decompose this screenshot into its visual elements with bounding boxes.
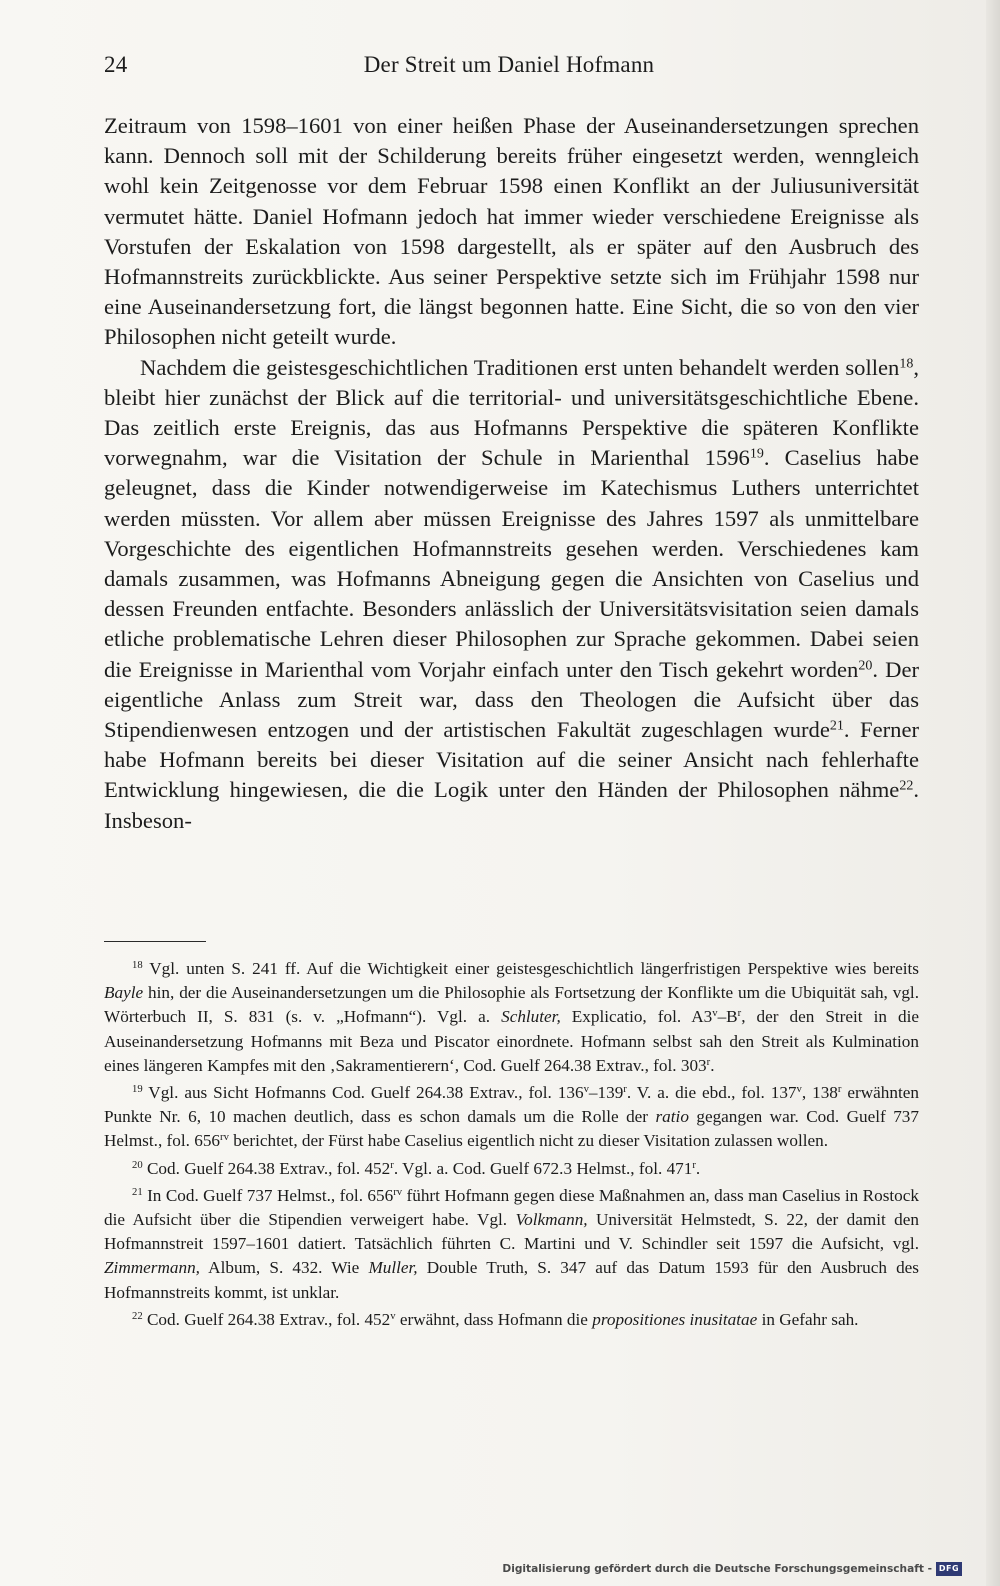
- footnote-ref-20[interactable]: 20: [858, 657, 873, 673]
- footnote-ref-21[interactable]: 21: [829, 718, 844, 734]
- footnote-ref-22[interactable]: 22: [899, 778, 914, 794]
- footnote-separator: [104, 941, 206, 942]
- footnote-ref-19[interactable]: 19: [749, 446, 764, 462]
- main-text: [104, 111, 919, 836]
- dfg-logo: DFG: [936, 1562, 962, 1576]
- footnote-18: $^{18}$ Vgl. unten S. 241 ff. Auf die Wichtigkeit einer geistesgeschichtlich längerfristigen Perspektive wies bereits Bayle hin, der die Auseinandersetzungen um die Philosophie als Fortsetzung der Konflikte um die Ubiquität sah, vgl. Wörterbuch II, S. 831 (s. v. „Hofmann“). Vgl. a. Schluter, Explicatio, fol. $A3^v-B^r$, der den Streit in die Auseinandersetzung Hofmanns mit Beza und Piscator einordnete. Hofmann selbst sah den Streit als Kulmination eines längeren Kampfes mit den ‚Sakramentierern‘, Cod. Guelf 264.38 Extrav., fol. 303$^r$.: [104, 959, 919, 1075]
- page-edge-shadow: [986, 0, 1000, 1586]
- paragraph-1: Zeitraum von 1598–1601 von einer heißen Phase der Auseinandersetzungen sprechen kann. Dennoch soll mit der Schilderung bereits früher eingesetzt werden, wenngleich wohl kein Zeitgenosse vor dem Februar 1598 einen Konflikt an der Juliusuniversität vermutet hätte. Daniel Hofmann jedoch hat immer wieder verschiedene Ereignisse als Vorstufen der Eskalation von 1598 dargestellt, als er später auf den Ausbruch des Hofmannstreits zurückblickte. Aus seiner Perspektive setzte sich im Frühjahr 1598 nur eine Auseinandersetzung fort, die längst begonnen hatte. Eine Sicht, die so von den vier Philosophen nicht geteilt wurde.: [104, 113, 919, 350]
- running-title: Der Streit um Daniel Hofmann: [363, 52, 655, 77]
- footnote-ref-18[interactable]: 18: [899, 355, 914, 371]
- running-header: [104, 52, 914, 86]
- footnote-20: $^{20}$ Cod. Guelf 264.38 Extrav., fol. 452$^r$. Vgl. a. Cod. Guelf 672.3 Helmst., fol. 471$^r$.: [132, 1158, 701, 1178]
- footnote-21: $^{21}$ In Cod. Guelf 737 Helmst., fol. $656^{rv}$ führt Hofmann gegen diese Maßnahmen an, dass man Caselius in Rostock die Aufsicht über die Stipendien verweigert habe. Vgl. Volkmann, Universität Helmstedt, S. 22, der damit den Hofmannstreit 1597–1601 datiert. Tatsächlich führten C. Martini und V. Schindler seit 1597 die Aufsicht, vgl. Zimmermann, Album, S. 432. Wie Muller, Double Truth, S. 347 auf das Datum 1593 für den Ausbruch des Hofmannstreits kommt, ist unklar.: [104, 1185, 919, 1302]
- page-number: 24: [104, 52, 128, 77]
- digitalization-credit: [502, 1560, 962, 1578]
- digitalization-note: Digitalisierung gefördert durch die Deutsche Forschungsgemeinschaft -: [502, 1563, 932, 1575]
- footnote-19: $^{19}$ Vgl. aus Sicht Hofmanns Cod. Guelf 264.38 Extrav., fol. 136$^v$–139$^r$. V. a. die ebd., fol. 137$^v$, 138$^r$ erwähnten Punkte Nr. 6, 10 machen deutlich, dass es schon damals um die Rolle der ratio gegangen war. Cod. Guelf 737 Helmst., fol. $656^{rv}$ berichtet, der Fürst habe Caselius eigentlich nicht zu dieser Visitation zulassen wollen.: [104, 1083, 919, 1151]
- footnote-22: $^{22}$ Cod. Guelf 264.38 Extrav., fol. 452$^v$ erwähnt, dass Hofmann die propositiones inusitatae in Gefahr sah.: [132, 1309, 859, 1329]
- footnotes: [104, 957, 919, 1332]
- paragraph-2: Nachdem die geistesgeschichtlichen Traditionen erst unten behandelt werden sollen$^{18}$, bleibt hier zunächst der Blick auf die territorial- und universitätsgeschichtliche Ebene. Das zeitlich erste Ereignis, das aus Hofmanns Perspektive die späteren Konflikte vorwegnahm, war die Visitation der Schule in Marienthal 1596$^{19}$. Caselius habe geleugnet, dass die Kinder notwendigerweise im Katechismus Luthers unterrichtet werden müssten. Vor allem aber müssen Ereignisse des Jahres 1597 als unmittelbare Vorgeschichte des eigentlichen Hofmannstreits gesehen werden. Verschiedenes kam damals zusammen, was Hofmanns Abneigung gegen die Ansichten von Caselius und dessen Freunden entfachte. Besonders anlässlich der Universitätsvisitation seien damals etliche problematische Lehren dieser Philosophen zur Sprache gekommen. Dabei seien die Ereignisse in Marienthal vom Vorjahr einfach unter den Tisch gekehrt worden$^{20}$. Der eigentliche Anlass zum Streit war, dass den Theologen die Aufsicht über das Stipendienwesen entzogen und der artistischen Fakultät zugeschlagen wurde$^{21}$. Ferner habe Hofmann bereits bei dieser Visitation auf die seiner Ansicht nach fehlerhafte Entwicklung hingewiesen, die die Logik unter den Händen der Philosophen nähme$^{22}$. Insbeson-: [104, 354, 919, 833]
